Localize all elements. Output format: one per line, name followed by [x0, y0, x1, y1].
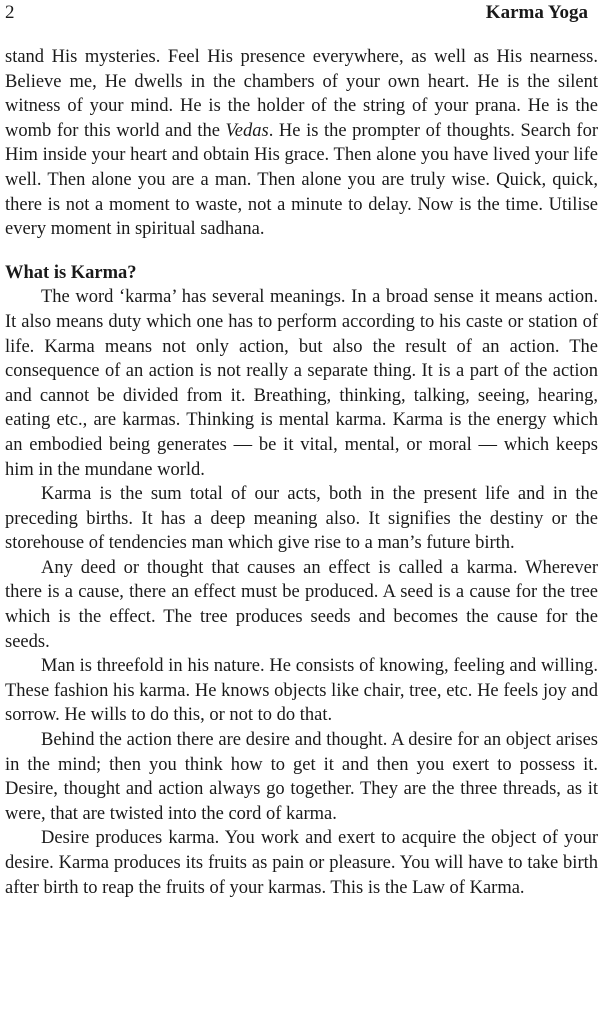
- running-title: Karma Yoga: [485, 2, 588, 23]
- continuation-text-end: . He is the prompter of thoughts. Search for Him inside your heart and obtain His grace. Then alone you have lived your life well. Then alone you are a man. Then alone you are truly wise. Quick, quick, there is not a moment to waste, not a minute to delay. Now is the time. Utilise every moment in spiritual sadhana.: [5, 120, 598, 240]
- vedas-italic: Vedas: [225, 120, 269, 141]
- page-number: 2: [5, 2, 15, 23]
- paragraph-threefold: Man is threefold in his nature. He consists of knowing, feeling and willing. These fashion his karma. He knows objects like chair, tree, etc. He feels joy and sorrow. He wills to do this, or not to do that.: [5, 656, 598, 726]
- paragraph-sum-total: Karma is the sum total of our acts, both in the present life and in the preceding births. It has a deep meaning also. It signifies the destiny or the storehouse of tendencies man which give rise to a man’s future birth.: [5, 484, 598, 554]
- paragraph-desire-thought: Behind the action there are desire and thought. A desire for an object arises in the mind; then you think how to get it and then you exert to possess it. Desire, thought and action always go together. They are the three threads, as it were, that are twisted into the cord of karma.: [5, 730, 598, 824]
- running-head: [0, 0, 600, 28]
- body-text: [5, 45, 598, 900]
- section-heading: What is Karma?: [5, 262, 137, 283]
- paragraph-cause-effect: Any deed or thought that causes an effect is called a karma. Wherever there is a cause, there an effect must be produced. A seed is a cause for the tree which is the effect. The tree produces seeds and becomes the cause for the seeds.: [5, 557, 598, 652]
- paragraph-karma-meanings: The word ‘karma’ has several meanings. In a broad sense it means action. It also means duty which one has to perform according to his caste or station of life. Karma means not only action, but also the result of an action. The consequence of an action is not really a separate thing. It is a part of the action and cannot be divided from it. Breathing, thinking, talking, seeing, hearing, eating etc., are karmas. Thinking is mental karma. Karma is the energy which an embodied being generates — be it vital, mental, or moral — which keeps him in the mundane world.: [5, 287, 598, 480]
- continuation-paragraph: [5, 45, 598, 242]
- paragraph-law-of-karma: Desire produces karma. You work and exert to acquire the object of your desire. Karma produces its fruits as pain or pleasure. You will have to take birth after birth to reap the fruits of your karmas. This is the Law of Karma.: [5, 828, 598, 898]
- continuation-text-start: stand His mysteries. Feel His presence everywhere, as well as His nearness. Believe me, He dwells in the chambers of your own heart. He is the silent witness of your mind. He is the holder of the string of your prana. He is the womb for this world and the: [5, 47, 598, 141]
